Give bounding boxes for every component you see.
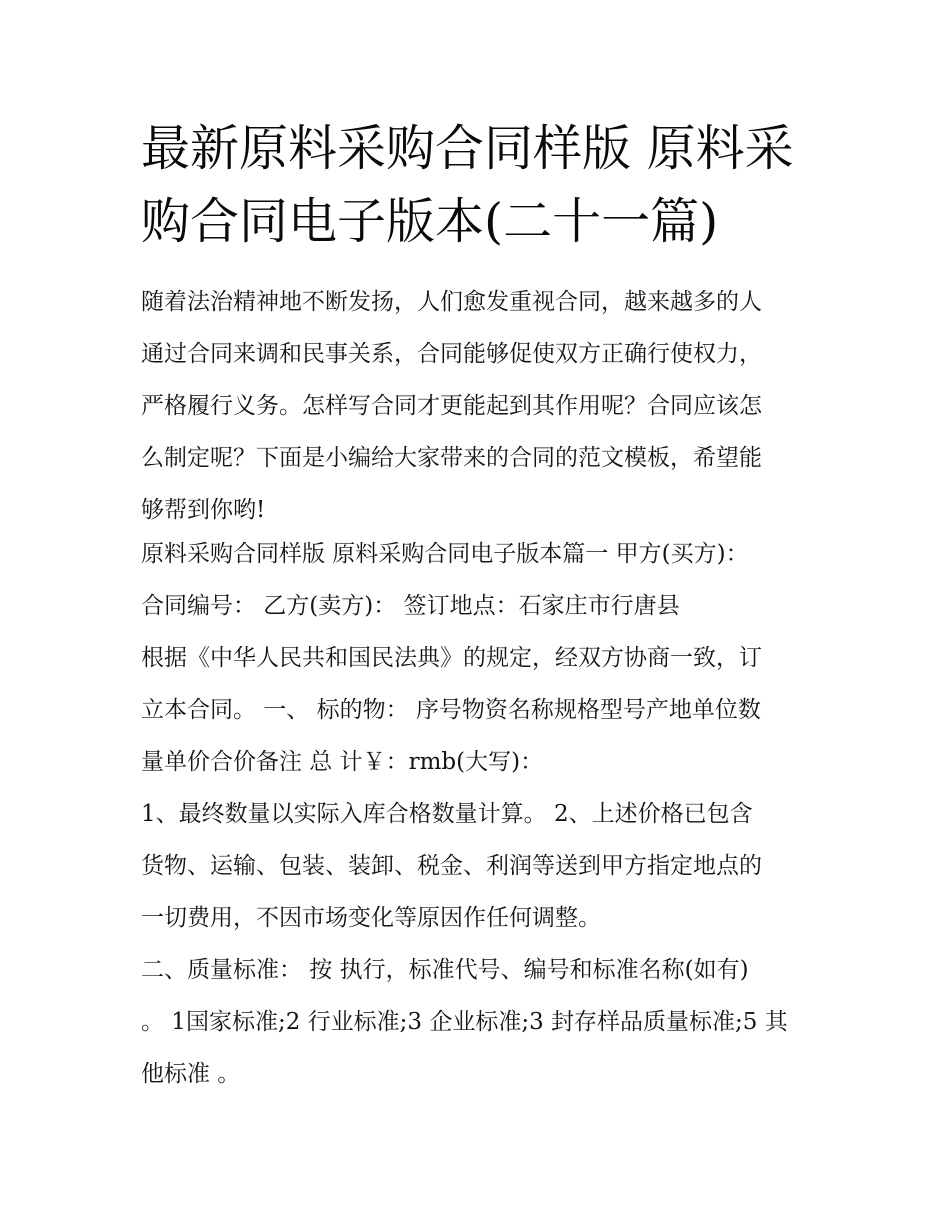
text-line: 一切费用，不因市场变化等原因作任何调整。 [141, 905, 601, 931]
text-line: 严格履行义务。怎样写合同才更能起到其作用呢？合同应该怎 [141, 393, 762, 419]
text-line: 货物、运输、包装、装卸、税金、利润等送到甲方指定地点的 [141, 853, 762, 879]
contract-body [141, 528, 821, 1100]
text-line: 二、质量标准： 按 执行，标准代号、编号和标准名称(如有) [141, 957, 749, 983]
title-line: 最新原料采购合同样版 原料采 [141, 120, 794, 177]
text-line: 随着法治精神地不断发扬，人们愈发重视合同，越来越多的人 [141, 289, 762, 315]
text-line: 他标准 。 [141, 1061, 241, 1087]
text-line: 1、最终数量以实际入库合格数量计算。 2、上述价格已包含 [141, 801, 753, 827]
document-title [141, 112, 821, 258]
text-line: 合同编号： 乙方(卖方)： 签订地点：石家庄市行唐县 [141, 593, 680, 619]
text-line: 原料采购合同样版 原料采购合同电子版本篇一 甲方(买方)： [141, 541, 749, 567]
text-line: 根据《中华人民共和国民法典》的规定，经双方协商一致，订 [141, 645, 762, 671]
text-line: 。 1国家标准;2 行业标准;3 企业标准;3 封存样品质量标准;5 其 [141, 1009, 788, 1035]
text-line: 量单价合价备注 总 计￥：rmb(大写)： [141, 749, 544, 775]
intro-paragraph [141, 276, 821, 536]
text-line: 够帮到你哟! [141, 497, 266, 523]
title-line: 购合同电子版本(二十一篇) [141, 193, 719, 250]
text-line: 通过合同来调和民事关系，合同能够促使双方正确行使权力， [141, 341, 762, 367]
text-line: 立本合同。 一、 标的物： 序号物资名称规格型号产地单位数 [141, 697, 761, 723]
text-line: 么制定呢？下面是小编给大家带来的合同的范文模板，希望能 [141, 445, 762, 471]
